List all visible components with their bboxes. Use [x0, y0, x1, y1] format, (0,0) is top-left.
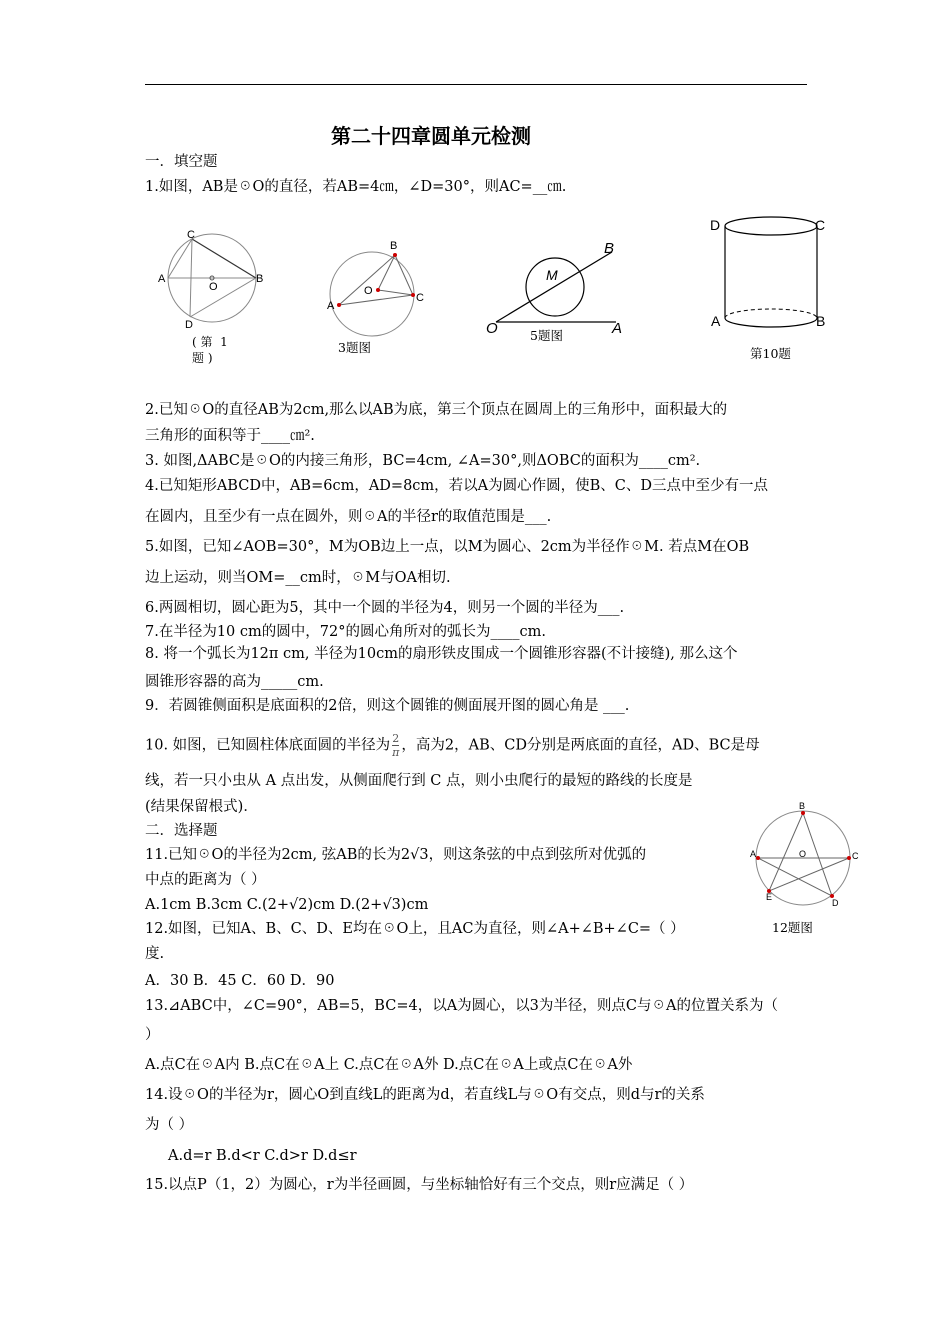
- question-10-text-pre: 10. 如图，已知圆柱体底面圆的半径为: [145, 737, 391, 754]
- fig3-label-c: C: [416, 292, 424, 304]
- question-8-line-2: 圆锥形容器的高为_____cm.: [145, 674, 324, 690]
- fig1-label-b: B: [256, 273, 264, 285]
- fig10-label-b: B: [816, 313, 826, 329]
- figure-10: [706, 208, 831, 342]
- question-10-line-1: [145, 732, 810, 759]
- figure-1-caption: ( 第 1 题 ): [192, 335, 228, 365]
- question-15: 15.以点P（1，2）为圆心，r为半径画圆，与坐标轴恰好有三个交点，则r应满足（ ）: [145, 1177, 694, 1193]
- question-10-line-3: (结果保留根式)．: [145, 799, 258, 815]
- fraction-numerator: 2: [392, 732, 400, 745]
- fig3-label-a: A: [327, 300, 335, 312]
- question-6: 6.两圆相切，圆心距为5，其中一个圆的半径为4，则另一个圆的半径为___.: [145, 600, 625, 616]
- question-11-line-1: 11.已知☉O的半径为2cm, 弦AB的长为2√3，则这条弦的中点到弦所对优弧的: [145, 847, 647, 863]
- fig12-label-o: O: [799, 849, 807, 859]
- question-4-line-2: 在圆内，且至少有一点在圆外，则☉A的半径r的取值范围是___.: [145, 509, 552, 525]
- fig12-label-b: B: [799, 801, 806, 811]
- figure-5-caption: 5题图: [530, 328, 563, 343]
- section-fill-in: 一．填空题: [145, 154, 218, 170]
- question-10-line-2: 线，若一只小虫从 A 点出发，从侧面爬行到 C 点，则小虫爬行的最短的路线的长度是: [145, 773, 693, 789]
- figure-1: [150, 228, 270, 342]
- question-10-fraction: [392, 732, 399, 759]
- fig10-label-a: A: [711, 313, 721, 329]
- question-1: 1.如图，AB是☉O的直径，若AB=4㎝，∠D=30°，则AC=__㎝.: [145, 179, 567, 195]
- question-11-line-2: 中点的距离为（ ）: [145, 872, 266, 888]
- fig5-label-a: A: [612, 320, 623, 337]
- fig10-label-d: D: [710, 217, 721, 233]
- fig12-label-a: A: [750, 849, 757, 859]
- question-5-line-1: 5.如图，已知∠AOB=30°，M为OB边上一点，以M为圆心、2cm为半径作☉M. 若点M在OB: [145, 539, 750, 555]
- question-14-options: A.d=r B.d<r C.d>r D.d≤r: [168, 1148, 357, 1164]
- fig5-label-m: M: [546, 267, 558, 283]
- question-7: 7.在半径为10 cm的圆中，72°的圆心角所对的弧长为____cm.: [145, 624, 546, 640]
- question-4-line-1: 4.已知矩形ABCD中，AB=6cm，AD=8cm，若以A为圆心作圆，使B、C、D三点中至少有一点: [145, 478, 769, 494]
- fig12-label-d: D: [832, 898, 839, 908]
- question-13-line-2: ）: [145, 1027, 160, 1043]
- fig12-label-c: C: [852, 851, 859, 861]
- question-13-options: A.点C在☉A内 B.点C在☉A上 C.点C在☉A外 D.点C在☉A上或点C在☉A外: [145, 1057, 633, 1073]
- question-14-line-1: 14.设☉O的半径为r，圆心O到直线L的距离为d，若直线L与☉O有交点，则d与r的关系: [145, 1087, 705, 1103]
- fig1-label-c: C: [187, 229, 195, 241]
- page-title: 第二十四章圆单元检测: [331, 124, 531, 148]
- question-5-line-2: 边上运动，则当OM=__cm时，☉M与OA相切.: [145, 570, 451, 586]
- question-12-line-2: 度.: [145, 946, 165, 962]
- fig10-label-c: C: [815, 217, 826, 233]
- figure-12-caption: 12题图: [772, 920, 813, 935]
- fraction-denominator: π: [392, 746, 400, 759]
- figure-12: [748, 800, 863, 919]
- figure-3: [322, 238, 432, 347]
- fig5-label-b: B: [604, 240, 615, 257]
- header-rule: [145, 84, 807, 85]
- figure-3-caption: 3题图: [338, 340, 371, 355]
- question-13-line-1: 13.⊿ABC中，∠C=90°，AB=5，BC=4，以A为圆心，以3为半径，则点C与☉A的位置关系为（: [145, 998, 778, 1014]
- section-choice: 二．选择题: [145, 823, 218, 839]
- fig5-label-o: O: [486, 320, 498, 337]
- figure-10-caption: 第10题: [750, 346, 791, 361]
- question-3: 3. 如图,ΔABC是☉O的内接三角形，BC=4cm, ∠A=30°,则ΔOBC的面积为____cm².: [145, 453, 701, 469]
- question-10-text-post: ，高为2，AB、CD分别是两底面的直径，AD、BC是母: [401, 737, 760, 754]
- fig3-label-o: O: [364, 285, 373, 297]
- question-9: 9．若圆锥侧面积是底面积的2倍，则这个圆锥的侧面展开图的圆心角是 ___.: [145, 698, 630, 714]
- question-11-options: A.1cm B.3cm C.(2+√2)cm D.(2+√3)cm: [145, 897, 429, 913]
- fig1-label-d: D: [185, 319, 193, 331]
- fig12-label-e: E: [766, 892, 773, 902]
- question-2-line-2: 三角形的面积等于____㎝².: [145, 428, 315, 444]
- question-14-line-2: 为（ ）: [145, 1117, 194, 1133]
- question-12-options: A．30 B．45 C．60 D．90: [145, 973, 335, 989]
- question-12-line-1: 12.如图，已知A、B、C、D、E均在☉O上，且AC为直径，则∠A+∠B+∠C=（ ）: [145, 921, 685, 937]
- fig1-label-a: A: [158, 273, 166, 285]
- fig1-label-o: O: [209, 281, 218, 293]
- question-2-line-1: 2.已知☉O的直径AB为2cm,那么以AB为底，第三个顶点在圆周上的三角形中，面积最大的: [145, 402, 728, 418]
- question-8-line-1: 8. 将一个弧长为12π cm, 半径为10cm的扇形铁皮围成一个圆锥形容器(不计接缝), 那么这个: [145, 646, 738, 662]
- fig3-label-b: B: [390, 240, 398, 252]
